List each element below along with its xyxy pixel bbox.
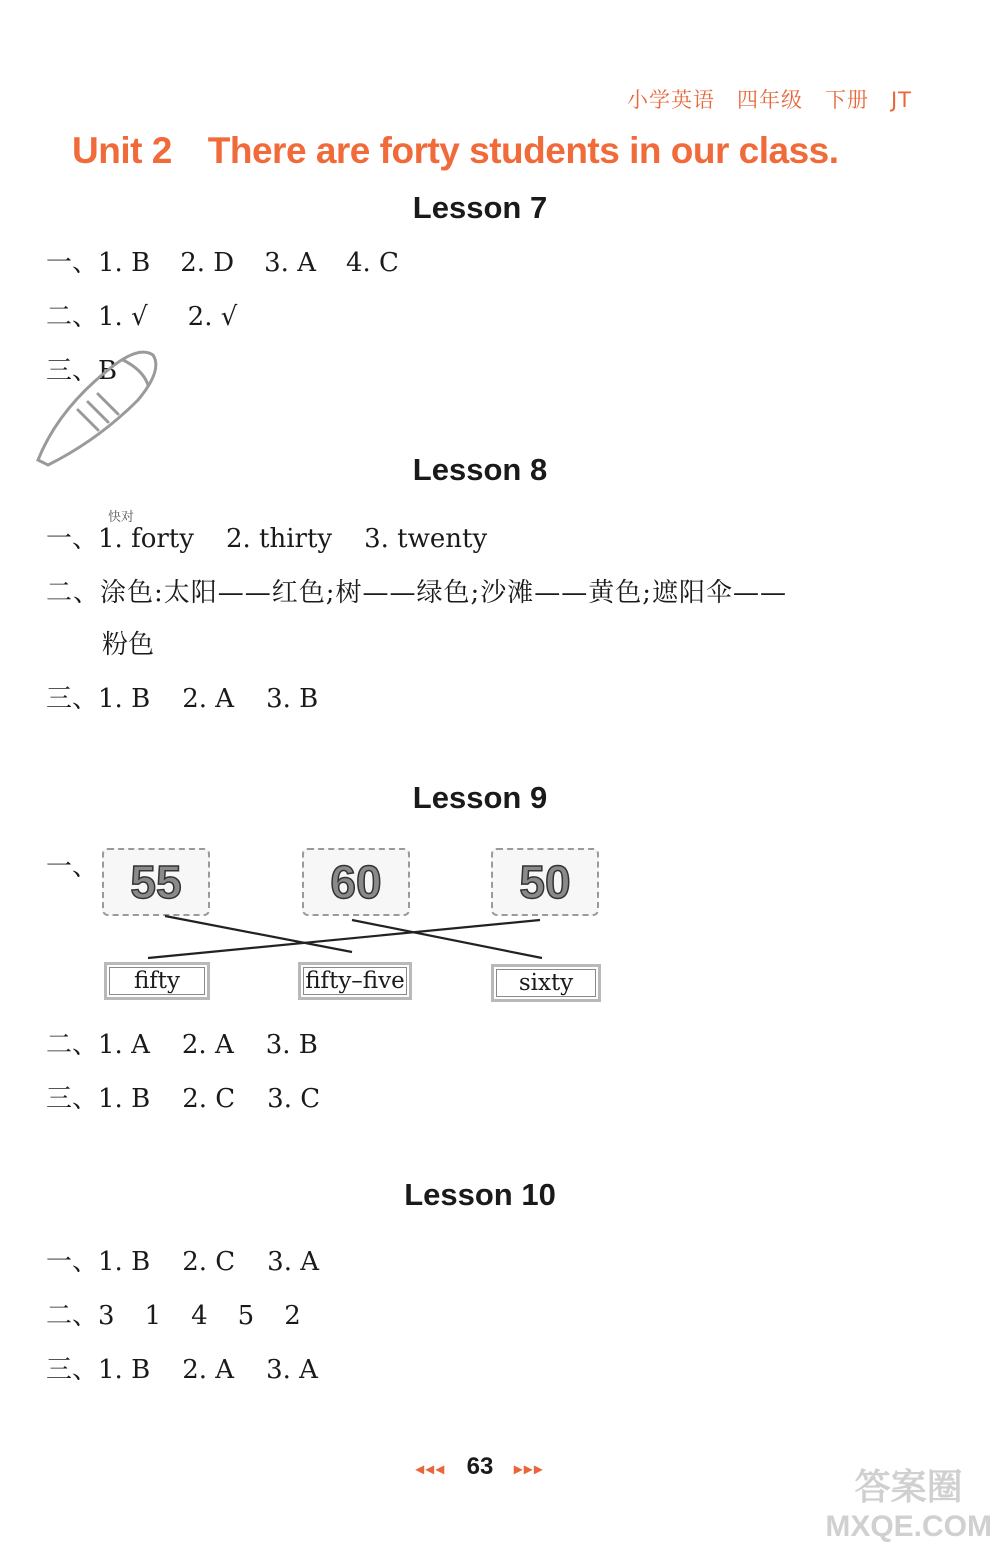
- answer-item: 涂色:太阳——红色;树——绿色;沙滩——黄色;遮阳伞——: [100, 578, 788, 608]
- answer-item: 4: [191, 1301, 208, 1331]
- word-box-sixty: sixty: [491, 964, 601, 1002]
- answer-item: 1: [144, 1301, 162, 1331]
- q3-label: 三、: [46, 1355, 99, 1385]
- answer-item: 3. A: [267, 1247, 320, 1277]
- lesson-9-q3: [46, 1078, 320, 1115]
- answer-item: 3. B: [266, 684, 319, 714]
- header-grade: 四年级: [736, 88, 803, 112]
- word-box-fifty: fifty: [104, 962, 210, 1000]
- lesson-10-title: Lesson 10: [404, 1177, 556, 1212]
- match-line-60: [352, 920, 542, 958]
- q3-label: 三、: [46, 356, 99, 386]
- answer-item: 3. A: [264, 248, 316, 278]
- answer-item: 3. twenty: [364, 524, 488, 554]
- answer-item: 1. √: [98, 302, 148, 332]
- picture-number: 60: [330, 856, 382, 908]
- lesson-9-q1-label: 一、: [46, 852, 99, 882]
- page-footer: [0, 1453, 960, 1481]
- q2-label: 二、: [46, 1301, 99, 1331]
- answer-item: 4. C: [345, 248, 399, 278]
- right-arrows-icon: ▸▸▸: [514, 1461, 545, 1478]
- answer-item: 2. A: [182, 684, 235, 714]
- q1-label: 一、: [46, 1247, 99, 1277]
- lesson-10-q3: [46, 1349, 318, 1386]
- word-box-fifty-five: fifty–five: [298, 962, 412, 1000]
- answer-item: 1. B: [98, 248, 151, 278]
- answer-item: 5: [237, 1301, 255, 1331]
- answer-item: 3. B: [265, 1030, 318, 1060]
- left-arrows-icon: ◂◂◂: [415, 1461, 446, 1478]
- lesson-8-title: Lesson 8: [412, 452, 548, 487]
- q2-label: 二、: [46, 1030, 99, 1060]
- answer-item: 2. thirty: [225, 524, 333, 554]
- answer-item: 1. forty: [98, 524, 194, 554]
- watermark-url: MXQE.COM: [825, 1510, 992, 1543]
- q2-label: 二、: [46, 302, 99, 332]
- answer-item: 2. A: [182, 1355, 235, 1385]
- answer-item: 3: [98, 1301, 115, 1331]
- match-line-50: [148, 920, 540, 958]
- picture-number: 55: [130, 856, 182, 908]
- handwritten-note: 快对: [108, 510, 135, 525]
- lesson-7-title: Lesson 7: [412, 190, 548, 225]
- q3-label: 三、: [46, 1084, 99, 1114]
- answer-item: 3. C: [267, 1084, 321, 1114]
- unit-number: Unit 2: [72, 130, 172, 171]
- lesson-8-q2-cont: 粉色: [102, 630, 155, 660]
- answer-item: B: [98, 356, 118, 386]
- page-number: 63: [466, 1453, 494, 1480]
- lesson-9-title: Lesson 9: [412, 780, 548, 815]
- lesson-10-q2: [46, 1295, 301, 1332]
- site-watermark: [825, 1467, 992, 1547]
- q1-label: 一、: [46, 248, 99, 278]
- lesson-10-q1: [46, 1241, 319, 1278]
- header-volume: 下册: [824, 88, 869, 112]
- unit-title-text: There are forty students in our class.: [207, 130, 839, 171]
- lesson-9-q2: [46, 1024, 318, 1061]
- answer-item: 1. B: [98, 1247, 151, 1277]
- answer-item: 2: [284, 1301, 301, 1331]
- answer-item: 1. B: [98, 1084, 151, 1114]
- answer-item: 2. D: [180, 248, 235, 278]
- answer-item: 2. A: [181, 1030, 234, 1060]
- answer-item: 1. B: [98, 1355, 151, 1385]
- answer-item: 1. A: [98, 1030, 150, 1060]
- header-subject: 小学英语: [626, 88, 715, 112]
- answer-item: 2. C: [182, 1084, 236, 1114]
- header-edition: JT: [890, 88, 912, 112]
- answer-item: 1. B: [98, 684, 151, 714]
- answer-item: 2. √: [187, 302, 238, 332]
- picture-number: 50: [519, 856, 571, 908]
- answer-item: 3. A: [266, 1355, 318, 1385]
- watermark-logo-text: 答案圈: [854, 1466, 963, 1507]
- q3-label: 三、: [46, 684, 99, 714]
- answer-item: 2. C: [182, 1247, 236, 1277]
- q2-label: 二、: [46, 578, 101, 608]
- q1-label: 一、: [46, 524, 99, 554]
